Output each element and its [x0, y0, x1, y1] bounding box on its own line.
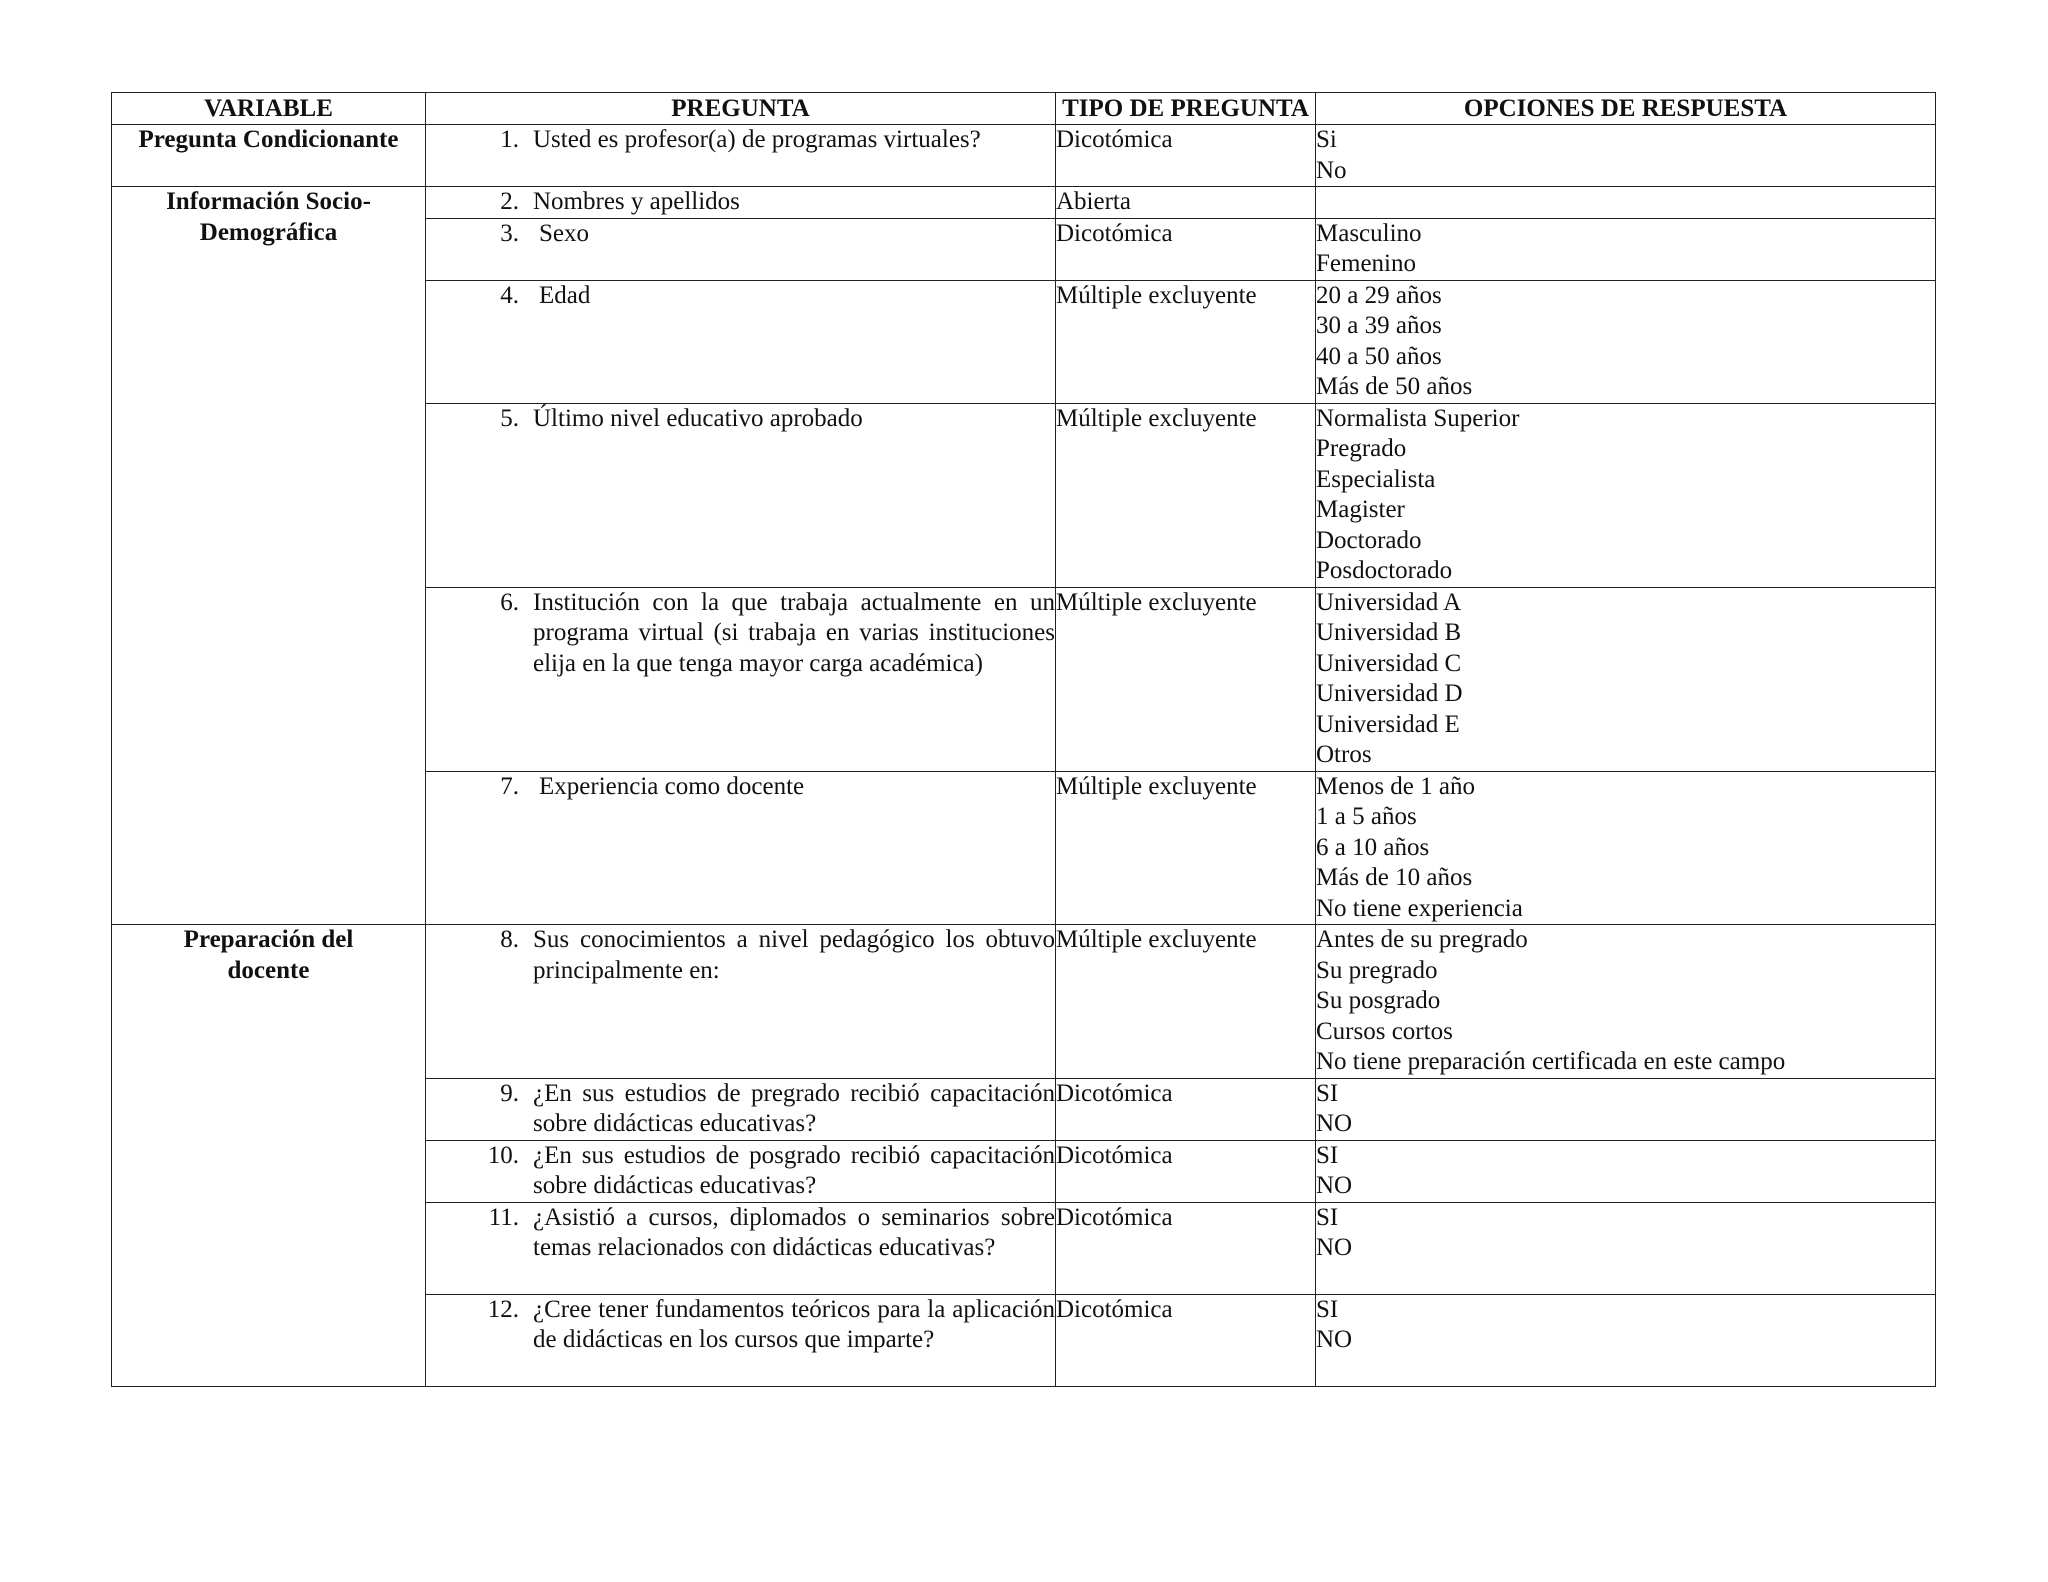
answer-options — [1316, 1202, 1936, 1294]
answer-option: Cursos cortos — [1316, 1017, 1453, 1045]
answer-option: No tiene experiencia — [1316, 894, 1523, 922]
answer-option: NO — [1316, 1326, 1353, 1353]
answer-option: NO — [1316, 1172, 1353, 1199]
answer-option: Antes de su pregrado — [1316, 926, 1528, 953]
answer-option: SI — [1316, 1295, 1339, 1323]
question-cell — [426, 1202, 1056, 1294]
table-row — [112, 125, 1936, 187]
answer-option: SI — [1316, 1079, 1339, 1107]
answer-option: SI — [1316, 1203, 1339, 1231]
answer-options — [1316, 587, 1936, 771]
answer-option: Su posgrado — [1316, 987, 1441, 1014]
variable-preparacion-docente — [112, 925, 426, 1387]
question-number: 2. — [500, 188, 519, 215]
question-number: 3. — [500, 219, 519, 247]
question-number: 11. — [488, 1203, 519, 1231]
answer-option: 40 a 50 años — [1316, 342, 1442, 370]
answer-options — [1316, 1140, 1936, 1202]
question-cell — [426, 771, 1056, 925]
question-number: 5. — [500, 404, 519, 432]
question-text: Usted es profesor(a) de programas virtuales? — [533, 126, 981, 153]
answer-option: Femenino — [1316, 250, 1416, 277]
survey-body — [112, 125, 1936, 1387]
header-variable: VARIABLE — [112, 93, 426, 125]
question-text: Experiencia como docente — [539, 772, 805, 800]
question-type: Dicotómica — [1056, 1202, 1316, 1294]
answer-option: Menos de 1 año — [1316, 772, 1475, 800]
answer-option: 30 a 39 años — [1316, 312, 1442, 339]
question-number: 1. — [500, 126, 519, 153]
answer-option: NO — [1316, 1234, 1353, 1261]
question-number: 9. — [500, 1079, 519, 1107]
question-text: Nombres y apellidos — [533, 188, 740, 215]
answer-option: NO — [1316, 1110, 1353, 1137]
question-cell — [426, 1140, 1056, 1202]
header-row — [112, 93, 1936, 125]
answer-option: Normalista Superior — [1316, 404, 1520, 432]
question-number: 10. — [487, 1141, 519, 1169]
header-pregunta: PREGUNTA — [426, 93, 1056, 125]
question-text: Institución con la que trabaja actualmente en un programa virtual (si trabaja en varias instituciones elija en la que tenga mayor carga académica) — [533, 588, 1055, 677]
question-cell — [426, 403, 1056, 587]
answer-option: Masculino — [1316, 219, 1422, 247]
question-cell — [426, 280, 1056, 403]
answer-options — [1316, 280, 1936, 403]
question-type: Dicotómica — [1056, 125, 1316, 187]
question-cell — [426, 587, 1056, 771]
question-text: Sexo — [539, 219, 589, 247]
variable-condicionante: Pregunta Condicionante — [112, 125, 426, 187]
answer-option: 6 a 10 años — [1316, 833, 1430, 861]
question-type: Dicotómica — [1056, 218, 1316, 280]
answer-option: No — [1316, 156, 1347, 184]
question-cell — [426, 1078, 1056, 1140]
answer-options — [1316, 403, 1936, 587]
answer-option: Universidad E — [1316, 710, 1460, 738]
answer-option: Universidad A — [1316, 588, 1462, 616]
question-cell — [426, 925, 1056, 1079]
answer-options — [1316, 1294, 1936, 1386]
answer-options — [1316, 1078, 1936, 1140]
variable-preparacion-label: Preparación del docente — [183, 926, 354, 984]
question-number: 12. — [487, 1295, 519, 1323]
answer-option: Si — [1316, 126, 1337, 153]
table-row — [112, 187, 1936, 219]
answer-option: Universidad C — [1316, 649, 1462, 677]
question-number: 7. — [500, 772, 519, 800]
variable-socio-demografica — [112, 187, 426, 925]
answer-option: Posdoctorado — [1316, 557, 1453, 584]
question-number: 8. — [500, 926, 519, 953]
answer-option: Pregrado — [1316, 435, 1407, 462]
answer-options — [1316, 771, 1936, 925]
header-tipo: TIPO DE PREGUNTA — [1056, 93, 1316, 125]
survey-variables-table — [111, 92, 1936, 1387]
variable-socio-label: Información Socio-Demográfica — [166, 188, 371, 246]
answer-option: Más de 10 años — [1316, 864, 1473, 891]
answer-option: Otros — [1316, 741, 1372, 768]
header-opciones: OPCIONES DE RESPUESTA — [1316, 93, 1936, 125]
answer-option: SI — [1316, 1141, 1339, 1169]
question-type: Múltiple excluyente — [1056, 587, 1316, 771]
question-type: Múltiple excluyente — [1056, 925, 1316, 1079]
answer-option: Especialista — [1316, 465, 1436, 493]
answer-options — [1316, 187, 1936, 219]
answer-option: Universidad D — [1316, 680, 1463, 707]
answer-option: 20 a 29 años — [1316, 281, 1442, 309]
question-type: Dicotómica — [1056, 1294, 1316, 1386]
answer-option: Universidad B — [1316, 619, 1462, 646]
question-cell — [426, 187, 1056, 219]
question-text: ¿Cree tener fundamentos teóricos para la aplicación de didácticas en los cursos que imparte? — [533, 1295, 1055, 1353]
question-number: 6. — [500, 588, 519, 616]
answer-option: Su pregrado — [1316, 956, 1438, 984]
question-type: Abierta — [1056, 187, 1316, 219]
question-cell — [426, 1294, 1056, 1386]
question-type: Múltiple excluyente — [1056, 280, 1316, 403]
question-cell — [426, 218, 1056, 280]
answer-option: No tiene preparación certificada en este campo — [1316, 1048, 1786, 1075]
question-text: ¿En sus estudios de posgrado recibió capacitación sobre didácticas educativas? — [533, 1141, 1055, 1199]
question-text: Edad — [539, 281, 591, 309]
question-type: Dicotómica — [1056, 1078, 1316, 1140]
question-type: Múltiple excluyente — [1056, 403, 1316, 587]
answer-options — [1316, 125, 1936, 187]
question-text: Sus conocimientos a nivel pedagógico los obtuvo principalmente en: — [533, 926, 1055, 984]
question-text: ¿Asistió a cursos, diplomados o seminarios sobre temas relacionados con didácticas educativas? — [533, 1203, 1055, 1261]
answer-options — [1316, 218, 1936, 280]
table-row — [112, 925, 1936, 1079]
question-cell — [426, 125, 1056, 187]
question-text: ¿En sus estudios de pregrado recibió capacitación sobre didácticas educativas? — [533, 1079, 1055, 1137]
answer-option: 1 a 5 años — [1316, 803, 1417, 830]
answer-option: Doctorado — [1316, 526, 1422, 554]
question-number: 4. — [500, 281, 519, 309]
question-type: Múltiple excluyente — [1056, 771, 1316, 925]
answer-options — [1316, 925, 1936, 1079]
question-type: Dicotómica — [1056, 1140, 1316, 1202]
answer-option: Más de 50 años — [1316, 373, 1473, 400]
answer-option: Magister — [1316, 496, 1405, 523]
question-text: Último nivel educativo aprobado — [533, 404, 863, 432]
